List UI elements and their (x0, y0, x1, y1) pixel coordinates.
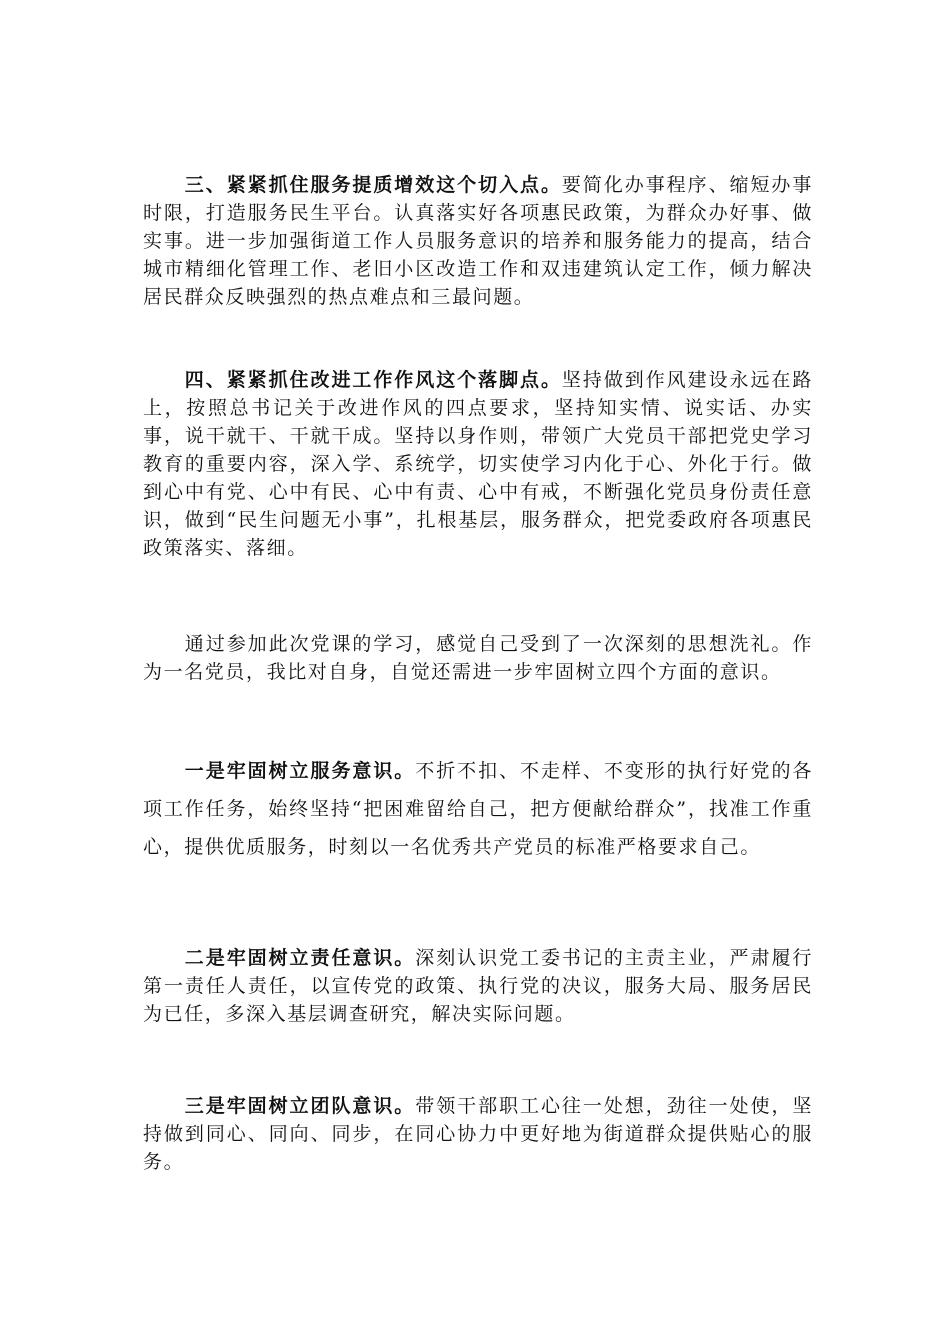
paragraph-responsibility-awareness (143, 944, 834, 1028)
paragraph-body: 坚持做到作风建设永远在路上，按照总书记关于改进作风的四点要求，坚持知实情、说实话、办实事，说干就干、干就干成。坚持以身作则，带领广大党员干部把党史学习教育的重要内容，深入学、系统学，切实使学习内化于心、外化于行。做到心中有党、心中有民、心中有责、心中有戒，不断强化党员身份责任意识，做到“民生问题无小事”，扎根基层，服务群众，把党委政府各项惠民政策落实、落细。 (143, 369, 813, 559)
paragraph-service-quality (143, 171, 813, 311)
paragraph-body: 通过参加此次党课的学习，感觉自己受到了一次深刻的思想洗礼。作为一名党员，我比对自身，自觉还需进一步牢固树立四个方面的意识。 (143, 633, 813, 683)
paragraph-heading: 三是牢固树立团队意识。 (184, 1095, 416, 1117)
paragraph-body: 不折不扣、不走样、不变形的执行好党的各项工作任务，始终坚持“把困难留给自己，把方便献给群众”，找准工作重心，提供优质服务，时刻以一名优秀共产党员的标准严格要求自己。 (143, 760, 813, 858)
paragraph-heading: 一是牢固树立服务意识。 (184, 760, 416, 782)
paragraph-team-awareness (143, 1092, 813, 1176)
paragraph-heading: 三、紧紧抓住服务提质增效这个切入点。 (184, 174, 562, 196)
paragraph-body: 深刻认识党工委书记的主责主业，严肃履行 第一责任人责任，以宣传党的政策、执行党的决议，服务大局、服务居民为已任，多深入基层调查研究，解决实际问题。 (143, 947, 834, 1025)
paragraph-heading: 四、紧紧抓住改进工作作风这个落脚点。 (184, 369, 562, 391)
paragraph-service-awareness (143, 752, 813, 866)
paragraph-work-style (143, 366, 813, 562)
paragraph-body: 带领干部职工心往一处想，劲往一处使，坚持做到同心、同向、同步，在同心协力中更好地为街道群众提供贴心的服务。 (143, 1095, 813, 1173)
paragraph-heading: 二是牢固树立责任意识。 (184, 947, 416, 969)
paragraph-body: 要简化办事程序、缩短办事时限，打造服务民生平台。认真落实好各项惠民政策，为群众办好事、做实事。进一步加强街道工作人员服务意识的培养和服务能力的提高，结合城市精细化管理工作、老旧小区改造工作和双违建筑认定工作，倾力解决居民群众反映强烈的热点难点和三最问题。 (143, 174, 813, 308)
paragraph-reflection (143, 630, 813, 686)
